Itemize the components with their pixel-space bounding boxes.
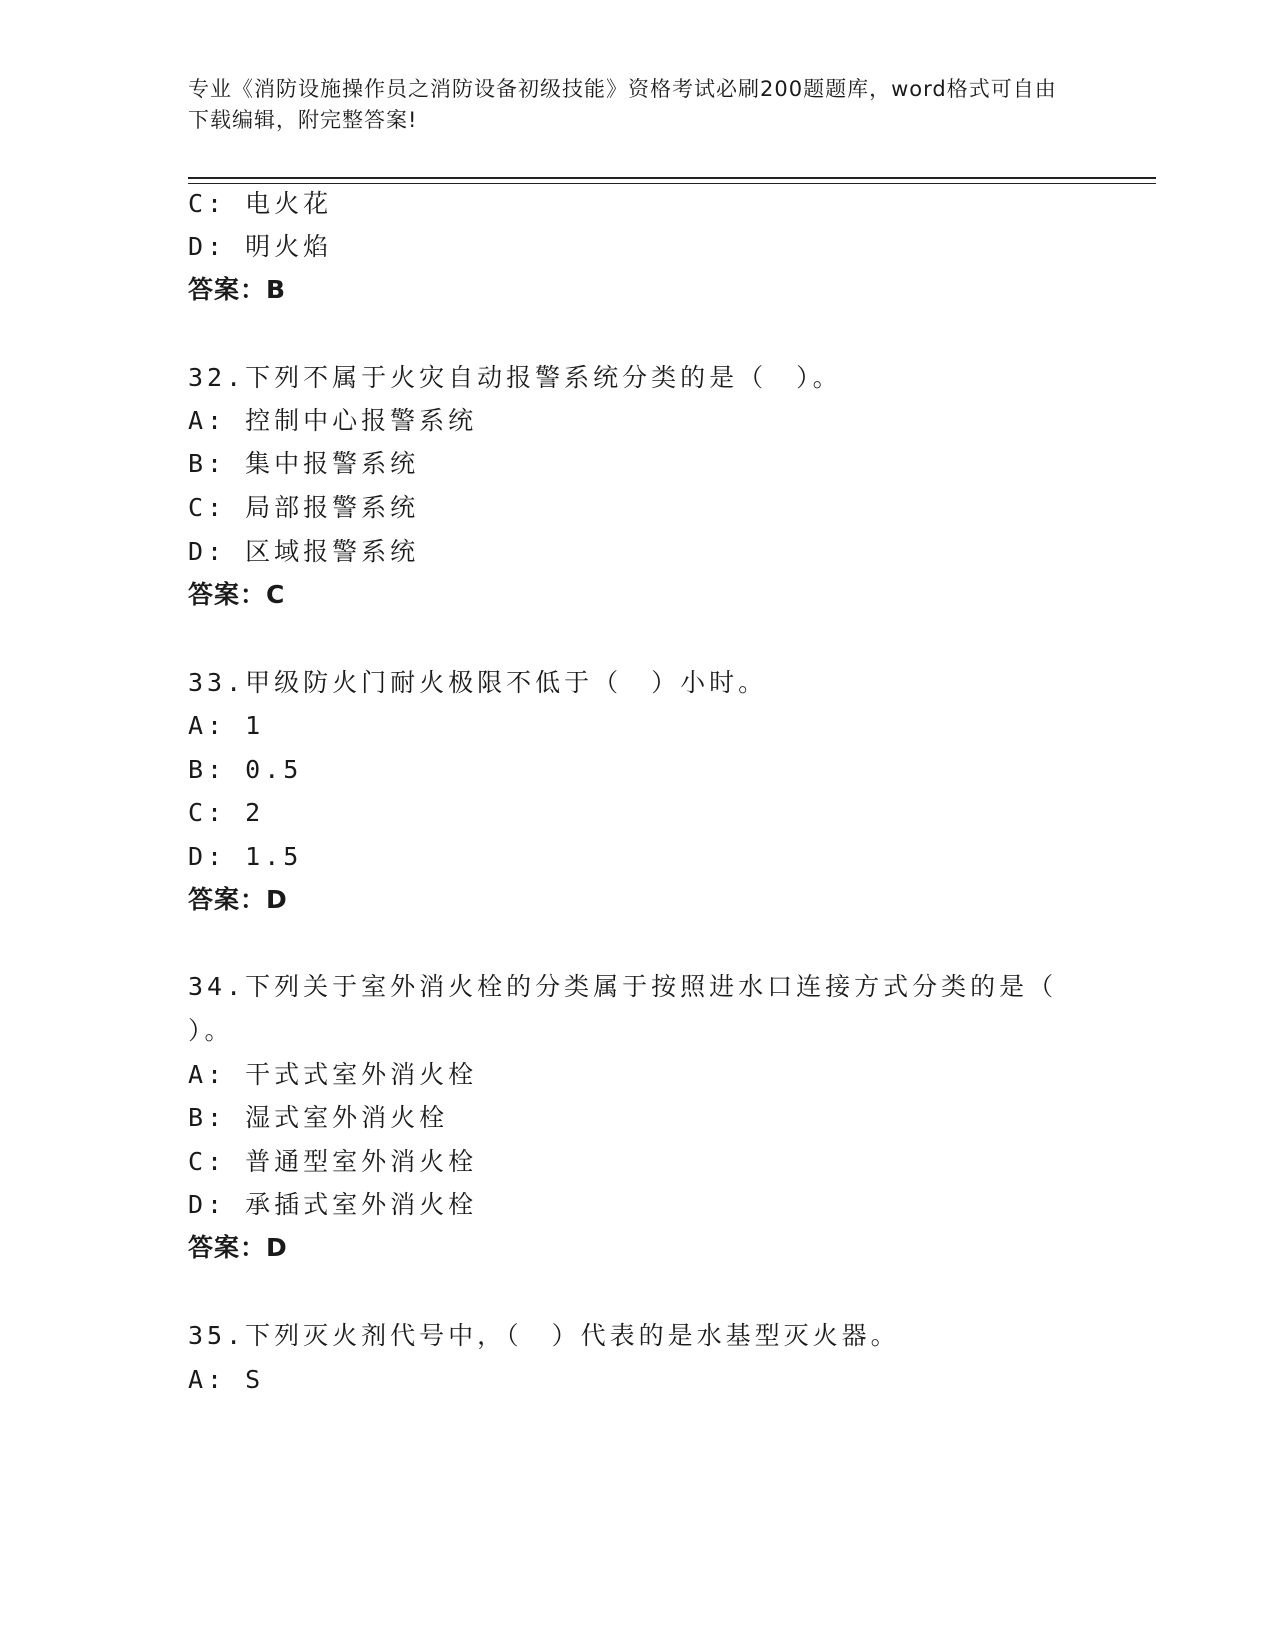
q33-option-b: B: 0.5 (188, 755, 303, 784)
q33-answer: 答案：D (188, 885, 288, 914)
q34-question-line2: ）。 (188, 1016, 234, 1045)
q35-question: 35.下列灭火剂代号中，（ ）代表的是水基型灭火器。 (188, 1321, 900, 1350)
q33-question: 33.甲级防火门耐火极限不低于（ ）小时。 (188, 668, 768, 697)
q34-question-line1: 34.下列关于室外消火栓的分类属于按照进水口连接方式分类的是（ (188, 972, 1058, 1001)
q34-option-c: C: 普通型室外消火栓 (188, 1147, 478, 1176)
page-header-title: 专业《消防设施操作员之消防设备初级技能》资格考试必刷200题题库，word格式可自由下载编辑，附完整答案! (188, 77, 1057, 132)
q33-option-c: C: 2 (188, 798, 265, 827)
q34-answer: 答案：D (188, 1233, 288, 1262)
q35-option-a: A: S (188, 1365, 265, 1394)
header-divider-thick (188, 177, 1156, 179)
q32-question: 32.下列不属于火灾自动报警系统分类的是（ ）。 (188, 363, 842, 392)
q32-option-d: D: 区域报警系统 (188, 537, 420, 566)
q34-option-b: B: 湿式室外消火栓 (188, 1103, 449, 1132)
q33-option-d: D: 1.5 (188, 842, 303, 871)
q32-option-a: A: 控制中心报警系统 (188, 406, 478, 435)
q31-option-c: C: 电火花 (188, 189, 333, 218)
q32-answer: 答案：C (188, 580, 286, 609)
q34-option-a: A: 干式式室外消火栓 (188, 1060, 478, 1089)
q33-option-a: A: 1 (188, 711, 265, 740)
q32-option-b: B: 集中报警系统 (188, 449, 420, 478)
q34-option-d: D: 承插式室外消火栓 (188, 1190, 478, 1219)
q32-option-c: C: 局部报警系统 (188, 493, 420, 522)
header-divider-thin (188, 183, 1156, 184)
q31-option-d: D: 明火焰 (188, 232, 333, 261)
q31-answer: 答案：B (188, 275, 287, 304)
